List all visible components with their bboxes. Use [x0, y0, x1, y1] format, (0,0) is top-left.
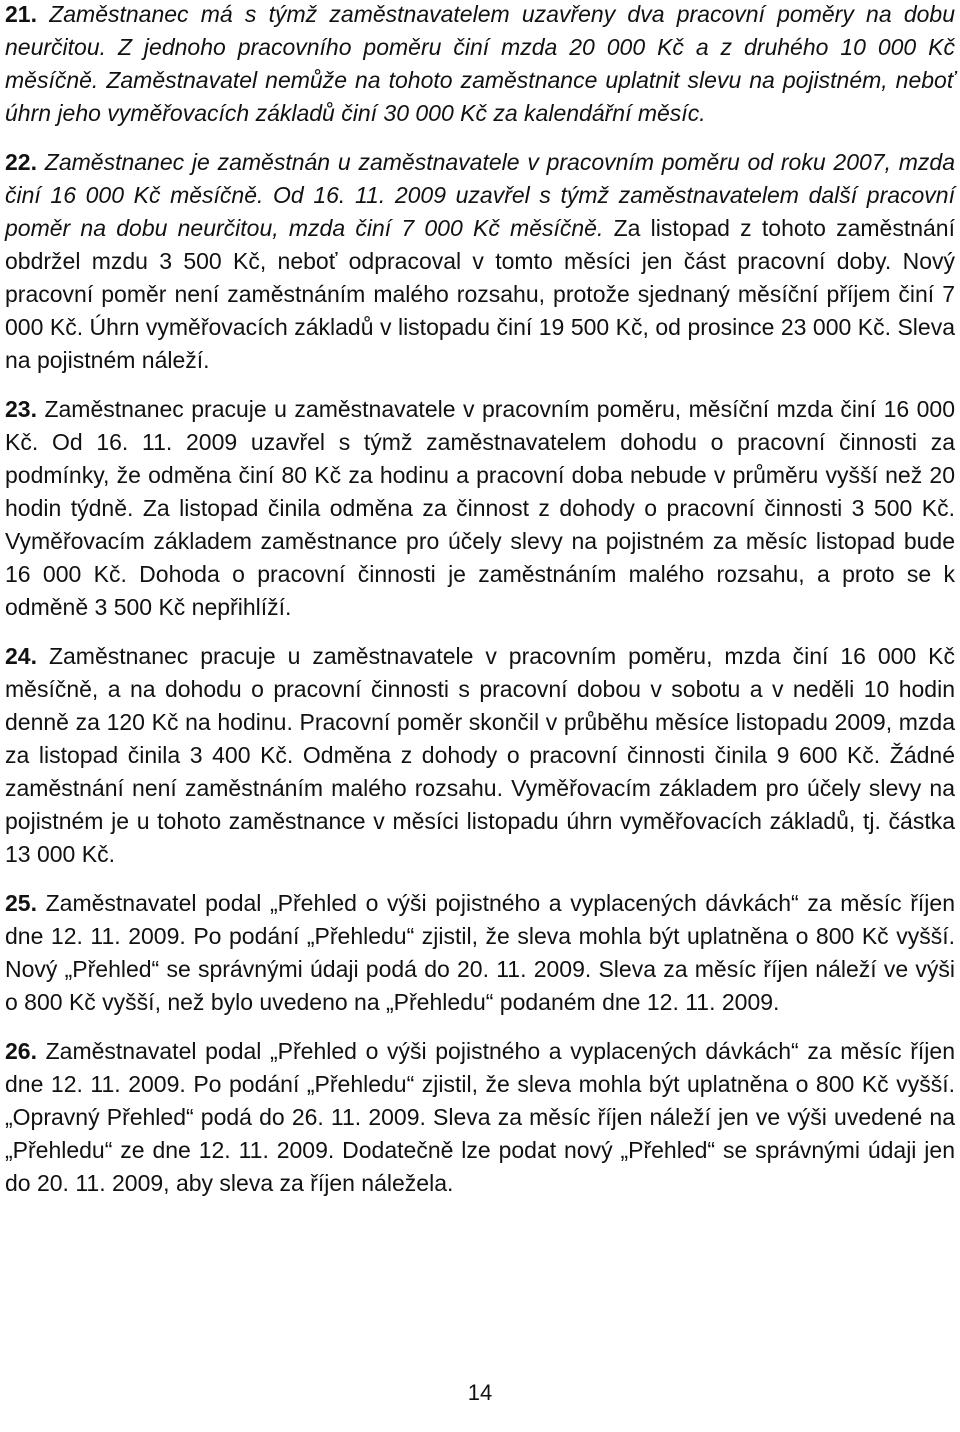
paragraph-text: Zaměstnanec pracuje u zaměstnavatele v pracovním poměru, měsíční mzda činí 16 000 Kč. Od 16. 11. 2009 uzavřel s týmž zaměstnavatelem dohodu o pracovní činnosti za podmínky, že odměna činí 80 Kč za hodinu a pracovní doba nebude v průměru vyšší než 20 hodin týdně. Za listopad činila odměna za činnost z dohody o pracovní činnosti 3 500 Kč. Vyměřovacím základem zaměstnance pro účely slevy na pojistném za měsíc listopad bude 16 000 Kč. Dohoda o pracovní činnosti je zaměstnáním malého rozsahu, a proto se k odměně 3 500 Kč nepřihlíží. [5, 396, 956, 620]
paragraph-22 [5, 146, 955, 377]
paragraph-21 [5, 0, 955, 130]
paragraph-number: 24. [5, 643, 37, 669]
paragraph-lead-text: Zaměstnanec je zaměstnán u zaměstnavatele v pracovním poměru od roku 2007, mzda činí 16 000 Kč měsíčně. Od 16. 11. 2009 uzavřel s týmž zaměstnavatelem další pracovní poměr na dobu neurčitou, mzda činí 7 000 Kč měsíčně. [5, 149, 956, 241]
paragraph-23 [5, 393, 955, 624]
paragraph-text: Zaměstnavatel podal „Přehled o výši pojistného a vyplacených dávkách“ za měsíc říjen dne 12. 11. 2009. Po podání „Přehledu“ zjistil, že sleva mohla být uplatněna o 800 Kč vyšší. „Opravný Přehled“ podá do 26. 11. 2009. Sleva za měsíc říjen náleží jen ve výši uvedené na „Přehledu“ ze dne 12. 11. 2009. Dodatečně lze podat nový „Přehled“ se správnými údaji jen do 20. 11. 2009, aby sleva za říjen náležela. [5, 1038, 956, 1196]
paragraph-text: Zaměstnavatel podal „Přehled o výši pojistného a vyplacených dávkách“ za měsíc říjen dne 12. 11. 2009. Po podání „Přehledu“ zjistil, že sleva mohla být uplatněna o 800 Kč vyšší. Nový „Přehled“ se správnými údaji podá do 20. 11. 2009. Sleva za měsíc říjen náleží ve výši o 800 Kč vyšší, než bylo uvedeno na „Přehledu“ podaném dne 12. 11. 2009. [5, 890, 956, 1015]
paragraph-26 [5, 1035, 955, 1200]
paragraph-number: 25. [5, 890, 37, 916]
paragraph-number: 26. [5, 1038, 37, 1064]
page-number: 14 [467, 1380, 493, 1405]
paragraph-number: 22. [5, 149, 37, 175]
paragraph-number: 21. [5, 1, 37, 27]
paragraph-text: Zaměstnanec má s týmž zaměstnavatelem uzavřeny dva pracovní poměry na dobu neurčitou. Z jednoho pracovního poměru činí mzda 20 000 Kč a z druhého 10 000 Kč měsíčně. Zaměstnavatel nemůže na tohoto zaměstnance uplatnit slevu na pojistném, neboť úhrn jeho vyměřovacích základů činí 30 000 Kč za kalendářní měsíc. [5, 1, 955, 126]
paragraph-text: Zaměstnanec pracuje u zaměstnavatele v pracovním poměru, mzda činí 16 000 Kč měsíčně, a na dohodu o pracovní činnosti s pracovní dobou v sobotu a v neděli 10 hodin denně za 120 Kč na hodinu. Pracovní poměr skončil v průběhu měsíce listopadu 2009, mzda za listopad činila 3 400 Kč. Odměna z dohody o pracovní činnosti činila 9 600 Kč. Žádné zaměstnání není zaměstnáním malého rozsahu. Vyměřovacím základem pro účely slevy na pojistném je u tohoto zaměstnance v měsíci listopadu úhrn vyměřovacích základů, tj. částka 13 000 Kč. [5, 643, 956, 867]
paragraph-25 [5, 887, 955, 1019]
paragraph-text: Za listopad z tohoto zaměstnání obdržel mzdu 3 500 Kč, neboť odpracoval v tomto měsíci jen část pracovní doby. Nový pracovní poměr není zaměstnáním malého rozsahu, protože sjednaný měsíční příjem činí 7 000 Kč. Úhrn vyměřovacích základů v listopadu činí 19 500 Kč, od prosince 23 000 Kč. Sleva na pojistném náleží. [5, 215, 955, 373]
paragraph-number: 23. [5, 396, 37, 422]
document-page [5, 0, 955, 1216]
paragraph-24 [5, 640, 955, 871]
